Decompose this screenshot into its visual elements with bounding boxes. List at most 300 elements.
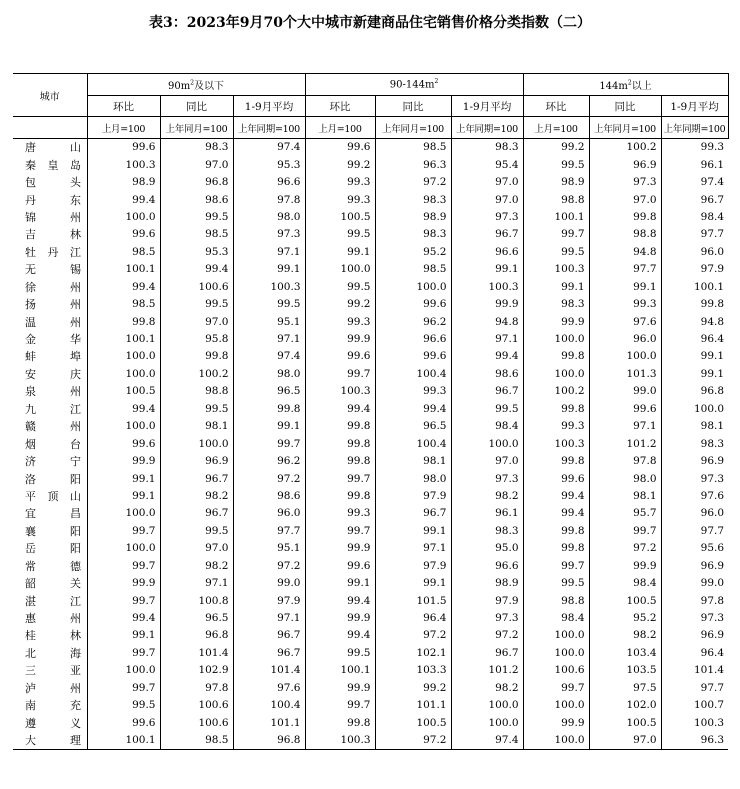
city-cell (13, 348, 87, 365)
value-cell: 99.6 (305, 348, 375, 365)
value-cell: 100.0 (451, 697, 523, 714)
value-cell: 98.3 (375, 191, 451, 208)
city-cell (13, 401, 87, 418)
value-cell: 100.6 (160, 697, 233, 714)
value-cell: 97.7 (661, 226, 728, 243)
table-row (13, 174, 728, 191)
value-cell: 98.4 (589, 575, 661, 592)
value-cell: 99.1 (87, 488, 160, 505)
value-cell: 96.4 (661, 331, 728, 348)
value-cell: 99.7 (589, 523, 661, 540)
value-cell: 99.5 (160, 523, 233, 540)
value-cell: 98.1 (589, 488, 661, 505)
value-cell: 100.1 (87, 732, 160, 750)
base-header: 上年同月=100 (589, 117, 661, 139)
value-cell: 99.6 (305, 139, 375, 157)
city-cell (13, 662, 87, 679)
city-name: 宜 昌 (25, 507, 81, 521)
value-cell: 97.1 (233, 331, 305, 348)
city-name: 常 德 (25, 559, 81, 573)
value-cell: 100.0 (523, 697, 589, 714)
value-cell: 96.2 (375, 313, 451, 330)
table-row (13, 697, 728, 714)
value-cell: 101.5 (375, 592, 451, 609)
city-name: 吉 林 (25, 228, 81, 242)
value-cell: 97.0 (451, 453, 523, 470)
value-cell: 99.1 (233, 418, 305, 435)
value-cell: 100.5 (305, 209, 375, 226)
value-cell: 99.4 (305, 401, 375, 418)
value-cell: 95.1 (233, 540, 305, 557)
value-cell: 100.3 (451, 279, 523, 296)
value-cell: 100.0 (160, 435, 233, 452)
city-name: 遵 义 (25, 716, 81, 730)
value-cell: 98.8 (523, 191, 589, 208)
city-name: 丹 东 (25, 193, 81, 207)
value-cell: 96.7 (451, 226, 523, 243)
city-name: 包 头 (25, 176, 81, 190)
value-cell: 99.7 (305, 523, 375, 540)
value-cell: 96.2 (233, 453, 305, 470)
value-cell: 97.8 (233, 191, 305, 208)
city-column-header: 城市 (13, 74, 87, 117)
value-cell: 95.4 (451, 156, 523, 173)
value-cell: 97.4 (233, 139, 305, 157)
table-row (13, 348, 728, 365)
value-cell: 94.8 (451, 313, 523, 330)
city-cell (13, 558, 87, 575)
value-cell: 96.7 (451, 645, 523, 662)
subheader-yoy: 同比 (160, 96, 233, 117)
value-cell: 97.9 (451, 592, 523, 609)
value-cell: 100.0 (523, 627, 589, 644)
table-row (13, 523, 728, 540)
value-cell: 99.5 (305, 645, 375, 662)
value-cell: 99.8 (523, 401, 589, 418)
value-cell: 99.6 (305, 558, 375, 575)
value-cell: 98.9 (375, 209, 451, 226)
value-cell: 99.3 (305, 313, 375, 330)
value-cell: 98.2 (589, 627, 661, 644)
value-cell: 98.5 (87, 296, 160, 313)
value-cell: 98.4 (523, 610, 589, 627)
value-cell: 99.0 (233, 575, 305, 592)
table-row (13, 331, 728, 348)
city-name: 烟 台 (25, 437, 81, 451)
city-cell (13, 174, 87, 191)
city-cell (13, 156, 87, 173)
value-cell: 97.1 (375, 540, 451, 557)
value-cell: 99.5 (160, 296, 233, 313)
city-cell (13, 732, 87, 750)
city-name: 惠 州 (25, 612, 81, 626)
value-cell: 96.8 (160, 627, 233, 644)
value-cell: 97.0 (589, 191, 661, 208)
value-cell: 100.4 (233, 697, 305, 714)
table-row (13, 540, 728, 557)
subheader-yoy: 同比 (375, 96, 451, 117)
value-cell: 97.1 (233, 610, 305, 627)
value-cell: 97.3 (451, 209, 523, 226)
value-cell: 99.4 (87, 279, 160, 296)
base-header: 上月=100 (305, 117, 375, 139)
city-name: 泉 州 (25, 385, 81, 399)
city-cell (13, 697, 87, 714)
city-cell (13, 226, 87, 243)
value-cell: 97.8 (661, 592, 728, 609)
value-cell: 98.2 (160, 488, 233, 505)
value-cell: 99.5 (305, 279, 375, 296)
value-cell: 100.0 (87, 209, 160, 226)
value-cell: 94.8 (589, 244, 661, 261)
table-row (13, 244, 728, 261)
table-row (13, 418, 728, 435)
value-cell: 96.9 (661, 627, 728, 644)
city-name: 大 理 (25, 734, 81, 748)
city-cell (13, 366, 87, 383)
value-cell: 98.3 (160, 139, 233, 157)
value-cell: 100.3 (87, 156, 160, 173)
value-cell: 99.5 (451, 401, 523, 418)
city-name: 无 锡 (25, 263, 81, 277)
value-cell: 99.3 (589, 296, 661, 313)
value-cell: 98.5 (160, 732, 233, 750)
city-name: 三 亚 (25, 664, 81, 678)
value-cell: 98.8 (523, 592, 589, 609)
value-cell: 99.6 (523, 470, 589, 487)
value-cell: 100.1 (523, 209, 589, 226)
city-cell (13, 331, 87, 348)
city-cell (13, 592, 87, 609)
value-cell: 99.1 (87, 627, 160, 644)
value-cell: 100.0 (375, 279, 451, 296)
value-cell: 97.8 (160, 680, 233, 697)
value-cell: 96.1 (451, 505, 523, 522)
value-cell: 99.8 (523, 348, 589, 365)
city-cell (13, 714, 87, 731)
price-index-table (13, 73, 729, 750)
value-cell: 100.0 (87, 366, 160, 383)
value-cell: 96.6 (375, 331, 451, 348)
value-cell: 97.3 (451, 610, 523, 627)
value-cell: 99.7 (87, 592, 160, 609)
value-cell: 98.1 (160, 418, 233, 435)
value-cell: 99.7 (523, 226, 589, 243)
value-cell: 97.1 (451, 331, 523, 348)
value-cell: 99.7 (305, 366, 375, 383)
value-cell: 97.1 (589, 418, 661, 435)
value-cell: 99.4 (87, 191, 160, 208)
value-cell: 97.3 (589, 174, 661, 191)
value-cell: 100.0 (523, 366, 589, 383)
value-cell: 99.7 (87, 558, 160, 575)
value-cell: 99.7 (87, 680, 160, 697)
value-cell: 96.8 (160, 174, 233, 191)
value-cell: 96.0 (661, 505, 728, 522)
value-cell: 98.4 (661, 209, 728, 226)
value-cell: 99.9 (87, 453, 160, 470)
city-name: 金 华 (25, 333, 81, 347)
value-cell: 96.7 (160, 470, 233, 487)
value-cell: 103.4 (589, 645, 661, 662)
base-header: 上年同期=100 (661, 117, 728, 139)
city-cell (13, 418, 87, 435)
base-header-empty (13, 117, 87, 139)
value-cell: 98.8 (589, 226, 661, 243)
table-body (13, 139, 728, 750)
value-cell: 96.8 (661, 383, 728, 400)
table-row (13, 592, 728, 609)
value-cell: 96.9 (589, 156, 661, 173)
subheader-avg: 1-9月平均 (451, 96, 523, 117)
value-cell: 97.0 (160, 156, 233, 173)
value-cell: 102.1 (375, 645, 451, 662)
value-cell: 100.5 (589, 714, 661, 731)
value-cell: 97.1 (160, 575, 233, 592)
value-cell: 99.8 (523, 523, 589, 540)
value-cell: 99.8 (87, 313, 160, 330)
value-cell: 98.6 (160, 191, 233, 208)
value-cell: 100.5 (375, 714, 451, 731)
value-cell: 98.2 (451, 680, 523, 697)
value-cell: 98.5 (160, 226, 233, 243)
value-cell: 99.6 (375, 296, 451, 313)
value-cell: 97.2 (451, 627, 523, 644)
value-cell: 95.2 (375, 244, 451, 261)
value-cell: 99.6 (87, 435, 160, 452)
value-cell: 97.4 (661, 174, 728, 191)
value-cell: 99.4 (523, 505, 589, 522)
value-cell: 97.5 (589, 680, 661, 697)
value-cell: 99.1 (233, 261, 305, 278)
value-cell: 100.0 (589, 348, 661, 365)
value-cell: 99.8 (305, 453, 375, 470)
value-cell: 99.9 (87, 575, 160, 592)
value-cell: 95.6 (661, 540, 728, 557)
value-cell: 99.4 (523, 488, 589, 505)
value-cell: 99.8 (523, 540, 589, 557)
value-cell: 97.2 (233, 470, 305, 487)
value-cell: 98.9 (87, 174, 160, 191)
base-header: 上年同期=100 (451, 117, 523, 139)
value-cell: 97.6 (233, 680, 305, 697)
value-cell: 98.2 (451, 488, 523, 505)
subheader-mom: 环比 (87, 96, 160, 117)
value-cell: 98.3 (523, 296, 589, 313)
value-cell: 99.7 (523, 680, 589, 697)
value-cell: 103.3 (375, 662, 451, 679)
value-cell: 99.7 (87, 645, 160, 662)
value-cell: 99.6 (375, 348, 451, 365)
value-cell: 99.0 (661, 575, 728, 592)
value-cell: 96.5 (233, 383, 305, 400)
value-cell: 99.5 (305, 226, 375, 243)
city-name: 平 顶 山 (25, 489, 81, 503)
value-cell: 96.5 (375, 418, 451, 435)
value-cell: 96.0 (233, 505, 305, 522)
value-cell: 99.2 (305, 296, 375, 313)
group-header: $144m^2$以上 (523, 74, 728, 96)
value-cell: 97.4 (451, 732, 523, 750)
table-row (13, 714, 728, 731)
city-name: 赣 州 (25, 420, 81, 434)
value-cell: 100.6 (160, 279, 233, 296)
value-cell: 98.3 (451, 139, 523, 157)
value-cell: 99.7 (87, 523, 160, 540)
table-row (13, 191, 728, 208)
value-cell: 99.5 (233, 296, 305, 313)
value-cell: 100.3 (523, 435, 589, 452)
value-cell: 99.3 (661, 139, 728, 157)
value-cell: 99.9 (523, 714, 589, 731)
value-cell: 100.1 (661, 279, 728, 296)
group-header: $90m^2$及以下 (87, 74, 305, 96)
table-row (13, 261, 728, 278)
value-cell: 96.9 (661, 453, 728, 470)
value-cell: 99.1 (375, 523, 451, 540)
value-cell: 99.3 (305, 191, 375, 208)
value-cell: 98.0 (589, 470, 661, 487)
city-cell (13, 523, 87, 540)
value-cell: 96.0 (661, 244, 728, 261)
city-cell (13, 488, 87, 505)
value-cell: 96.8 (233, 732, 305, 750)
value-cell: 98.2 (160, 558, 233, 575)
city-cell (13, 627, 87, 644)
value-cell: 100.2 (160, 366, 233, 383)
value-cell: 101.1 (233, 714, 305, 731)
value-cell: 99.9 (523, 313, 589, 330)
subheader-mom: 环比 (305, 96, 375, 117)
value-cell: 100.3 (233, 279, 305, 296)
value-cell: 99.4 (305, 592, 375, 609)
city-name: 九 江 (25, 402, 81, 416)
value-cell: 99.0 (589, 383, 661, 400)
value-cell: 98.3 (451, 523, 523, 540)
value-cell: 99.1 (589, 279, 661, 296)
value-cell: 95.8 (160, 331, 233, 348)
value-cell: 97.6 (661, 488, 728, 505)
value-cell: 99.1 (661, 348, 728, 365)
value-cell: 99.1 (87, 470, 160, 487)
value-cell: 99.2 (523, 139, 589, 157)
value-cell: 97.7 (661, 523, 728, 540)
table-row (13, 139, 728, 157)
value-cell: 100.3 (305, 383, 375, 400)
value-cell: 99.8 (661, 296, 728, 313)
value-cell: 94.8 (661, 313, 728, 330)
value-cell: 99.8 (305, 418, 375, 435)
value-cell: 99.5 (523, 575, 589, 592)
city-name: 安 庆 (25, 367, 81, 381)
value-cell: 97.7 (589, 261, 661, 278)
value-cell: 97.7 (233, 523, 305, 540)
value-cell: 98.3 (375, 226, 451, 243)
value-cell: 100.0 (305, 261, 375, 278)
value-cell: 99.6 (87, 714, 160, 731)
value-cell: 99.7 (305, 470, 375, 487)
city-name: 襄 阳 (25, 524, 81, 538)
value-cell: 96.7 (661, 191, 728, 208)
city-name: 洛 阳 (25, 472, 81, 486)
subheader-avg: 1-9月平均 (233, 96, 305, 117)
subheader-mom: 环比 (523, 96, 589, 117)
value-cell: 97.8 (589, 453, 661, 470)
city-cell (13, 261, 87, 278)
value-cell: 99.8 (160, 348, 233, 365)
table-row (13, 680, 728, 697)
city-name: 秦 皇 岛 (25, 158, 81, 172)
value-cell: 97.0 (160, 313, 233, 330)
table-row (13, 732, 728, 750)
city-cell (13, 209, 87, 226)
table-row (13, 575, 728, 592)
city-name: 徐 州 (25, 280, 81, 294)
value-cell: 96.3 (375, 156, 451, 173)
value-cell: 99.1 (661, 366, 728, 383)
base-header: 上月=100 (523, 117, 589, 139)
table-row (13, 226, 728, 243)
city-cell (13, 279, 87, 296)
value-cell: 95.3 (160, 244, 233, 261)
table-row (13, 662, 728, 679)
value-cell: 99.8 (305, 435, 375, 452)
value-cell: 97.2 (375, 732, 451, 750)
value-cell: 99.8 (305, 714, 375, 731)
value-cell: 102.0 (589, 697, 661, 714)
table-row (13, 313, 728, 330)
value-cell: 98.8 (160, 383, 233, 400)
value-cell: 100.5 (87, 383, 160, 400)
table-row (13, 627, 728, 644)
city-cell (13, 680, 87, 697)
table-row (13, 488, 728, 505)
value-cell: 97.3 (233, 226, 305, 243)
table-row (13, 383, 728, 400)
value-cell: 97.4 (233, 348, 305, 365)
value-cell: 99.9 (305, 540, 375, 557)
value-cell: 97.3 (661, 470, 728, 487)
value-cell: 100.7 (661, 697, 728, 714)
value-cell: 98.6 (451, 366, 523, 383)
value-cell: 99.3 (523, 418, 589, 435)
value-cell: 96.1 (661, 156, 728, 173)
value-cell: 99.5 (160, 209, 233, 226)
value-cell: 96.9 (661, 558, 728, 575)
value-cell: 99.5 (160, 401, 233, 418)
value-cell: 99.7 (523, 558, 589, 575)
value-cell: 95.7 (589, 505, 661, 522)
value-cell: 101.3 (589, 366, 661, 383)
value-cell: 99.4 (305, 627, 375, 644)
value-cell: 100.0 (87, 540, 160, 557)
value-cell: 99.3 (305, 505, 375, 522)
table-row (13, 505, 728, 522)
value-cell: 96.7 (233, 645, 305, 662)
value-cell: 96.6 (451, 244, 523, 261)
city-cell (13, 383, 87, 400)
value-cell: 100.2 (523, 383, 589, 400)
group-header: $90-144m^2$ (305, 74, 523, 96)
value-cell: 99.6 (87, 139, 160, 157)
value-cell: 99.9 (305, 680, 375, 697)
value-cell: 99.9 (305, 331, 375, 348)
base-header: 上月=100 (87, 117, 160, 139)
table-row (13, 296, 728, 313)
page-title: 表3：2023年9月70个大中城市新建商品住宅销售价格分类指数（二） (149, 15, 591, 31)
value-cell: 99.3 (305, 174, 375, 191)
value-cell: 99.3 (375, 383, 451, 400)
